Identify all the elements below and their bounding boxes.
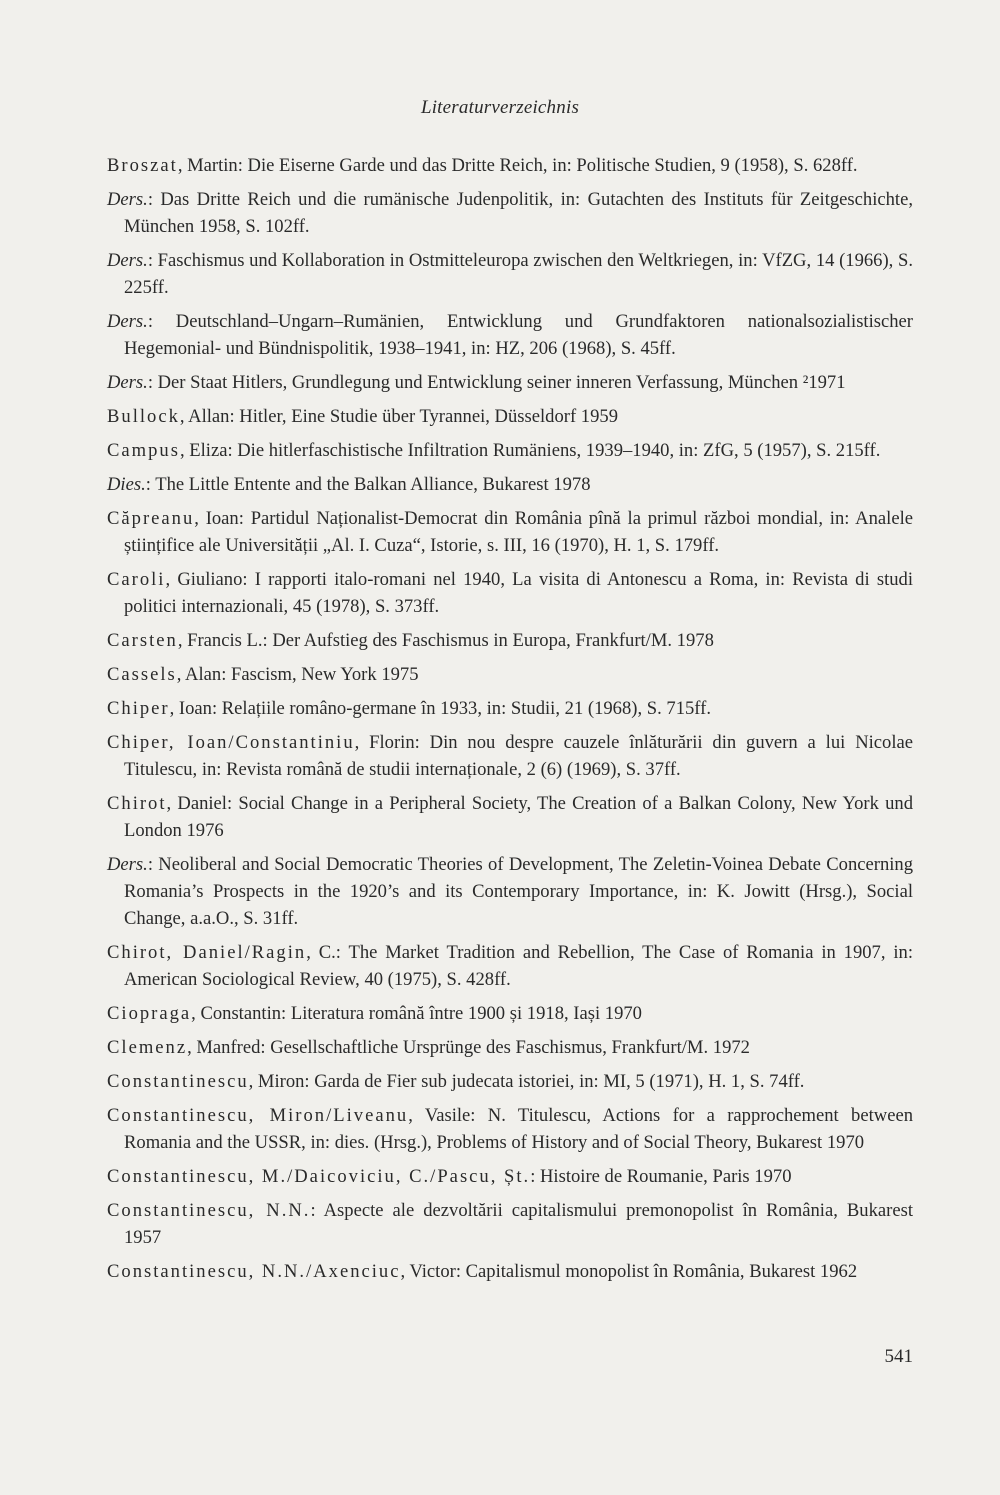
running-head: Literaturverzeichnis (420, 97, 580, 118)
entry-author: Ders. (107, 311, 148, 332)
entry-author: Broszat (107, 155, 178, 176)
bibliography-entry (107, 437, 913, 464)
entry-text: : Faschismus und Kollaboration in Ostmitteleuropa zwischen den Weltkriegen, in: VfZG, 14 (1966), S. 225ff. (124, 250, 913, 298)
entry-text: , Eliza: Die hitlerfaschistische Infiltration Rumäniens, 1939–1940, in: ZfG, 5 (1957), S. 215ff. (179, 440, 881, 461)
entry-author: Chiper (107, 698, 170, 719)
entry-text: , Manfred: Gesellschaftliche Ursprünge des Faschismus, Frankfurt/M. 1972 (187, 1037, 750, 1058)
entry-text: , C.: The Market Tradition and Rebellion, The Case of Romania in 1907, in: American Sociological Review, 40 (1975), S. 428ff. (124, 942, 914, 990)
bibliography-entry (107, 1000, 913, 1027)
bibliography-entry (107, 661, 913, 688)
entry-text: : Neoliberal and Social Democratic Theories of Development, The Zeletin-Voinea Debate Concerning Romania’s Prospects in the 1920’s and its Contemporary Importance, in: K. Jowitt (Hrsg.), Social Change, a.a.O., S. 31ff. (124, 854, 913, 929)
entry-text: : Das Dritte Reich und die rumänische Judenpolitik, in: Gutachten des Instituts für Zeitgeschichte, München 1958, S. 102ff. (124, 189, 913, 237)
entry-text: , Vasile: N. Titulescu, Actions for a rapprochement between Romania and the USSR, in: dies. (Hrsg.), Problems of History and of Social Theory, Bukarest 1970 (124, 1105, 914, 1153)
bibliography-entry (107, 471, 913, 498)
entry-author: Carsten (107, 630, 178, 651)
entry-author: Chirot (107, 793, 167, 814)
entry-text: , Florin: Din nou despre cauzele înlăturării din guvern a lui Nicolae Titulescu, in: Revista română de studii internaționale, 2 (6) (1969), S. 37ff. (124, 732, 914, 780)
bibliography-entry (107, 729, 913, 783)
entry-text: , Ioan: Relațiile româno-germane în 1933, in: Studii, 21 (1968), S. 715ff. (169, 698, 711, 719)
bibliography-entry (107, 308, 913, 362)
bibliography-entry (107, 1258, 913, 1285)
entry-author: Chiper, Ioan/Constantiniu (107, 732, 355, 753)
entry-text: , Miron: Garda de Fier sub judecata istoriei, in: MI, 5 (1971), H. 1, S. 74ff. (248, 1071, 805, 1092)
bibliography-entry (107, 369, 913, 396)
entry-text: , Victor: Capitalismul monopolist în România, Bukarest 1962 (400, 1261, 858, 1282)
bibliography-entry (107, 403, 913, 430)
page-number: 541 (884, 1346, 913, 1367)
entry-author: Căpreanu (107, 508, 195, 529)
entry-text: , Constantin: Literatura română între 1900 și 1918, Iași 1970 (191, 1003, 642, 1024)
entry-author: Ders. (107, 189, 148, 210)
entry-author: Constantinescu, M./Daicoviciu, C./Pascu, Șt. (107, 1166, 531, 1187)
bibliography-entry (107, 1102, 913, 1156)
entry-author: Bullock (107, 406, 180, 427)
bibliography-list (107, 152, 913, 1292)
entry-text: , Francis L.: Der Aufstieg des Faschismus in Europa, Frankfurt/M. 1978 (177, 630, 714, 651)
entry-author: Ders. (107, 250, 148, 271)
entry-text: , Alan: Fascism, New York 1975 (176, 664, 419, 685)
entry-author: Constantinescu, N.N./Axenciuc (107, 1261, 401, 1282)
bibliography-entry (107, 1163, 913, 1190)
entry-text: , Giuliano: I rapporti italo-romani nel 1940, La visita di Antonescu a Roma, in: Revista di studi politici internazionali, 45 (1978), S. 373ff. (124, 569, 913, 617)
bibliography-entry (107, 1197, 913, 1251)
entry-author: Constantinescu, N.N. (107, 1200, 311, 1221)
entry-author: Cassels (107, 664, 177, 685)
bibliography-entry (107, 186, 913, 240)
entry-author: Constantinescu, Miron/Liveanu (107, 1105, 409, 1126)
bibliography-entry (107, 1034, 913, 1061)
entry-author: Dies. (107, 474, 146, 495)
bibliography-entry (107, 152, 913, 179)
bibliography-entry (107, 790, 913, 844)
entry-author: Campus (107, 440, 180, 461)
bibliography-entry (107, 566, 913, 620)
bibliography-entry (107, 627, 913, 654)
bibliography-entry (107, 851, 913, 932)
bibliography-entry (107, 505, 913, 559)
entry-author: Chirot, Daniel/Ragin (107, 942, 307, 963)
entry-text: : Aspecte ale dezvoltării capitalismului premonopolist în România, Bukarest 1957 (124, 1200, 913, 1248)
bibliography-entry (107, 247, 913, 301)
entry-author: Constantinescu (107, 1071, 249, 1092)
entry-text: : Histoire de Roumanie, Paris 1970 (530, 1166, 792, 1187)
entry-text: : The Little Entente and the Balkan Alliance, Bukarest 1978 (145, 474, 591, 495)
entry-author: Clemenz (107, 1037, 188, 1058)
entry-text: , Martin: Die Eiserne Garde und das Dritte Reich, in: Politische Studien, 9 (1958), S. 628ff. (177, 155, 858, 176)
entry-author: Caroli (107, 569, 166, 590)
entry-text: , Ioan: Partidul Naționalist-Democrat din România pînă la primul război mondial, in: Analele științifice ale Universității „Al. I. Cuza“, Istorie, s. III, 16 (1970), H. 1, S. 179ff. (124, 508, 913, 556)
entry-text: , Allan: Hitler, Eine Studie über Tyrannei, Düsseldorf 1959 (179, 406, 618, 427)
bibliography-entry (107, 1068, 913, 1095)
bibliography-entry (107, 939, 913, 993)
entry-author: Ders. (107, 372, 148, 393)
entry-author: Ciopraga (107, 1003, 192, 1024)
entry-text: : Deutschland–Ungarn–Rumänien, Entwicklung und Grundfaktoren nationalsozialistischer Hegemonial- und Bündnispolitik, 1938–1941, in: HZ, 206 (1968), S. 45ff. (124, 311, 913, 359)
bibliography-entry (107, 695, 913, 722)
entry-text: , Daniel: Social Change in a Peripheral Society, The Creation of a Balkan Colony, New York und London 1976 (124, 793, 913, 841)
entry-author: Ders. (107, 854, 148, 875)
entry-text: : Der Staat Hitlers, Grundlegung und Entwicklung seiner inneren Verfassung, München ²1971 (147, 372, 846, 393)
